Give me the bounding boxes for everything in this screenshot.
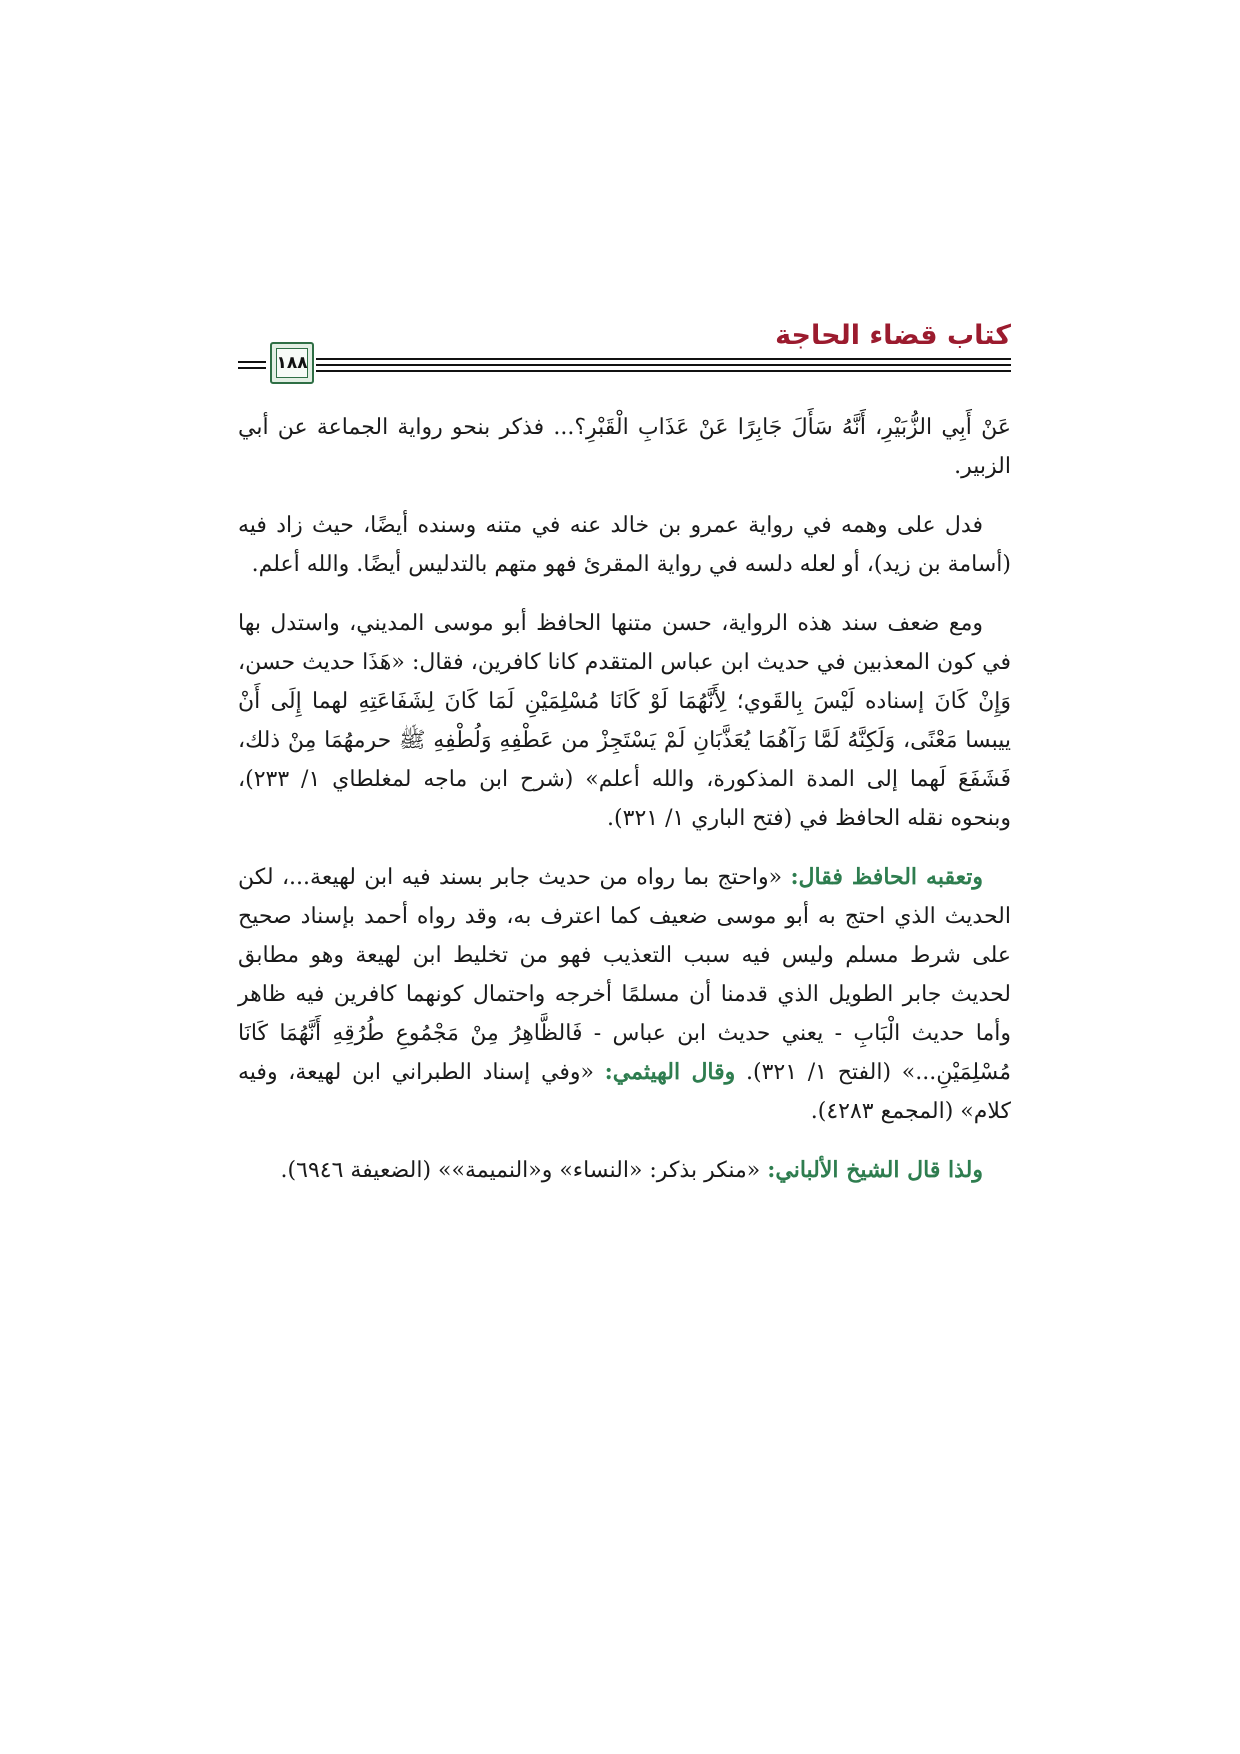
book-title: كتاب قضاء الحاجة	[775, 320, 1011, 351]
paragraph-text: «منكر بذكر: «النساء» و«النميمة»» (الضعيفة ٦٩٤٦).	[280, 1158, 768, 1183]
highlighted-term: وقال الهيثمي:	[604, 1059, 736, 1085]
ornament-frame-icon	[276, 348, 308, 378]
page-number-badge	[270, 342, 314, 384]
paragraph-1: عَنْ أَبِي الزُّبَيْرِ، أَنَّهُ سَأَلَ جَابِرًا عَنْ عَذَابِ الْقَبْرِ؟... فذكر بنحو رواية الجماعة عن أبي الزبير.	[238, 415, 1011, 479]
page-header	[238, 300, 1011, 390]
header-rule	[316, 358, 1011, 360]
paragraph-text: «واحتج بما رواه من حديث جابر بسند فيه ابن لهيعة...، لكن الحديث الذي احتج به أبو موسى ضعيف كما اعترف به، وقد رواه أحمد بإسناد صحيح على شرط مسلم وليس فيه سبب التعذيب فهو من تخليط ابن لهيعة وهو مطابق لحديث جابر الطويل الذي قدمنا أن مسلمًا أخرجه واحتمال كونهما كافرين فيه ظاهر وأما حديث الْبَابِ - يعني حديث ابن عباس - فَالظَّاهِرُ مِنْ مَجْمُوعِ طُرُقِهِ أَنَّهُمَا كَانَا مُسْلِمَيْنِ...» (الفتح ١/ ٣٢١).	[238, 865, 1012, 1085]
paragraph-4	[238, 858, 1011, 1131]
paragraph-5	[238, 1151, 1011, 1190]
page-number: ١٨٨	[276, 353, 308, 373]
paragraph-2: فدل على وهمه في رواية عمرو بن خالد عنه في متنه وسنده أيضًا، حيث زاد فيه (أسامة بن زيد)، أو لعله دلسه في رواية المقرئ فهو متهم بالتدليس أيضًا. والله أعلم.	[238, 513, 1011, 577]
highlighted-term: وتعقبه الحافظ فقال:	[790, 864, 983, 890]
paragraph-3: ومع ضعف سند هذه الرواية، حسن متنها الحافظ أبو موسى المديني، واستدل بها في كون المعذبين في حديث ابن عباس المتقدم كانا كافرين، فقال: «هَذَا حديث حسن، وَإِنْ كَانَ إسناده لَيْسَ بِالقَوي؛ لِأَنَّهُمَا لَوْ كَانَا مُسْلِمَيْنِ لَمَا كَانَ لِشَفَاعَتِهِ لهما إِلَى أَنْ ييبسا مَعْنًى، وَلَكِنَّهُ لَمَّا رَآهُمَا يُعَذَّبَانِ لَمْ يَسْتَجِزْ من عَطْفِهِ وَلُطْفِهِ ﷺ حرمهُمَا مِنْ ذلك، فَشَفَعَ لَهما إلى المدة المذكورة، والله أعلم» (شرح ابن ماجه لمغلطاي ١/ ٢٣٣)، وبنحوه نقله الحافظ في (فتح الباري ١/ ٣٢١).	[238, 611, 1011, 831]
paragraph-text: «وفي إسناد الطبراني ابن لهيعة، وفيه كلام» (المجمع ٤٢٨٣).	[238, 1060, 1011, 1124]
page-body	[238, 408, 1011, 1210]
highlighted-term: ولذا قال الشيخ الألباني:	[767, 1157, 983, 1183]
header-rule	[316, 364, 1011, 366]
header-rule	[238, 361, 266, 363]
header-rule	[316, 370, 1011, 372]
header-rule	[238, 367, 266, 369]
